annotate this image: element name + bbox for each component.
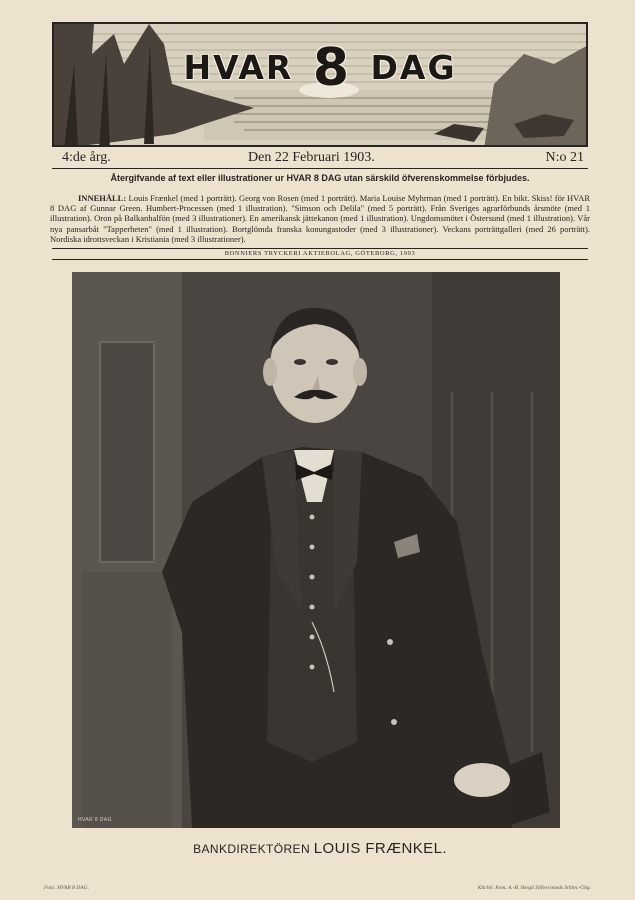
footer-engraving-credit: Klichê: Kem. A.-B. Bergå Silfversmeds Sthlm.-Gbg. [477, 885, 591, 891]
title-word-hvar: HVAR [183, 48, 294, 87]
masthead-title [54, 38, 586, 98]
copyright-notice: Återgifvande af text eller illustrationer ur HVAR 8 DAG utan särskild öfverenskommelse förbjudes. [110, 173, 530, 183]
divider-rule [52, 259, 588, 260]
divider-rule [52, 248, 588, 249]
caption-name: LOUIS FRÆNKEL. [313, 840, 447, 857]
footer-photo-credit: Foto. HVAR 8 DAG. [44, 885, 89, 891]
issue-line [52, 150, 588, 170]
divider-rule [52, 168, 588, 169]
portrait-photo [72, 272, 560, 828]
photo-caption [52, 840, 588, 857]
photo-credit: HVAR 8 DAG [78, 817, 112, 823]
masthead [52, 22, 588, 147]
title-word-dag: DAG [370, 48, 457, 87]
issue-number: N:o 21 [545, 150, 584, 165]
issue-date: Den 22 Februari 1903. [248, 150, 375, 165]
contents-heading: INNEHÅLL: [78, 193, 127, 203]
table-of-contents [50, 193, 590, 244]
portrait-illustration [72, 272, 560, 828]
contents-text: Louis Frænkel (med 1 porträtt). Georg von Rosen (med 1 porträtt). Maria Louise Myhrman (med 1 porträtt). En bikt. Skiss! för HVAR 8 DAG af Gunnar Green. Humbert-Processen (med 1 illustration). "Simson och Delila" (med 5 porträtt). Från Sveriges agrarförbunds årsmöte (med 1 illustration). Oron på Balkanhalfön (med 3 illustrationer). En amerikansk jättekanon (med 1 illustration). Ungdomsmötet i Östersund (med 1 illustration). Vår nya pansarbåt "Tapperheten" (med 1 illustration). Bortglömda franska konungastoder (med 3 illustrationer). Veckans porträttgalleri (med 26 porträtt). Nordiska idrottsveckan i Kristiania (med 3 illustrationer). [50, 193, 591, 244]
volume-label: 4:de årg. [62, 150, 111, 165]
caption-title: BANKDIREKTÖREN [193, 842, 311, 856]
printer-imprint: BONNIERS TRYCKERI AKTIEBOLAG, GÖTEBORG, 1903 [224, 250, 416, 257]
title-number: 8 [312, 38, 352, 98]
